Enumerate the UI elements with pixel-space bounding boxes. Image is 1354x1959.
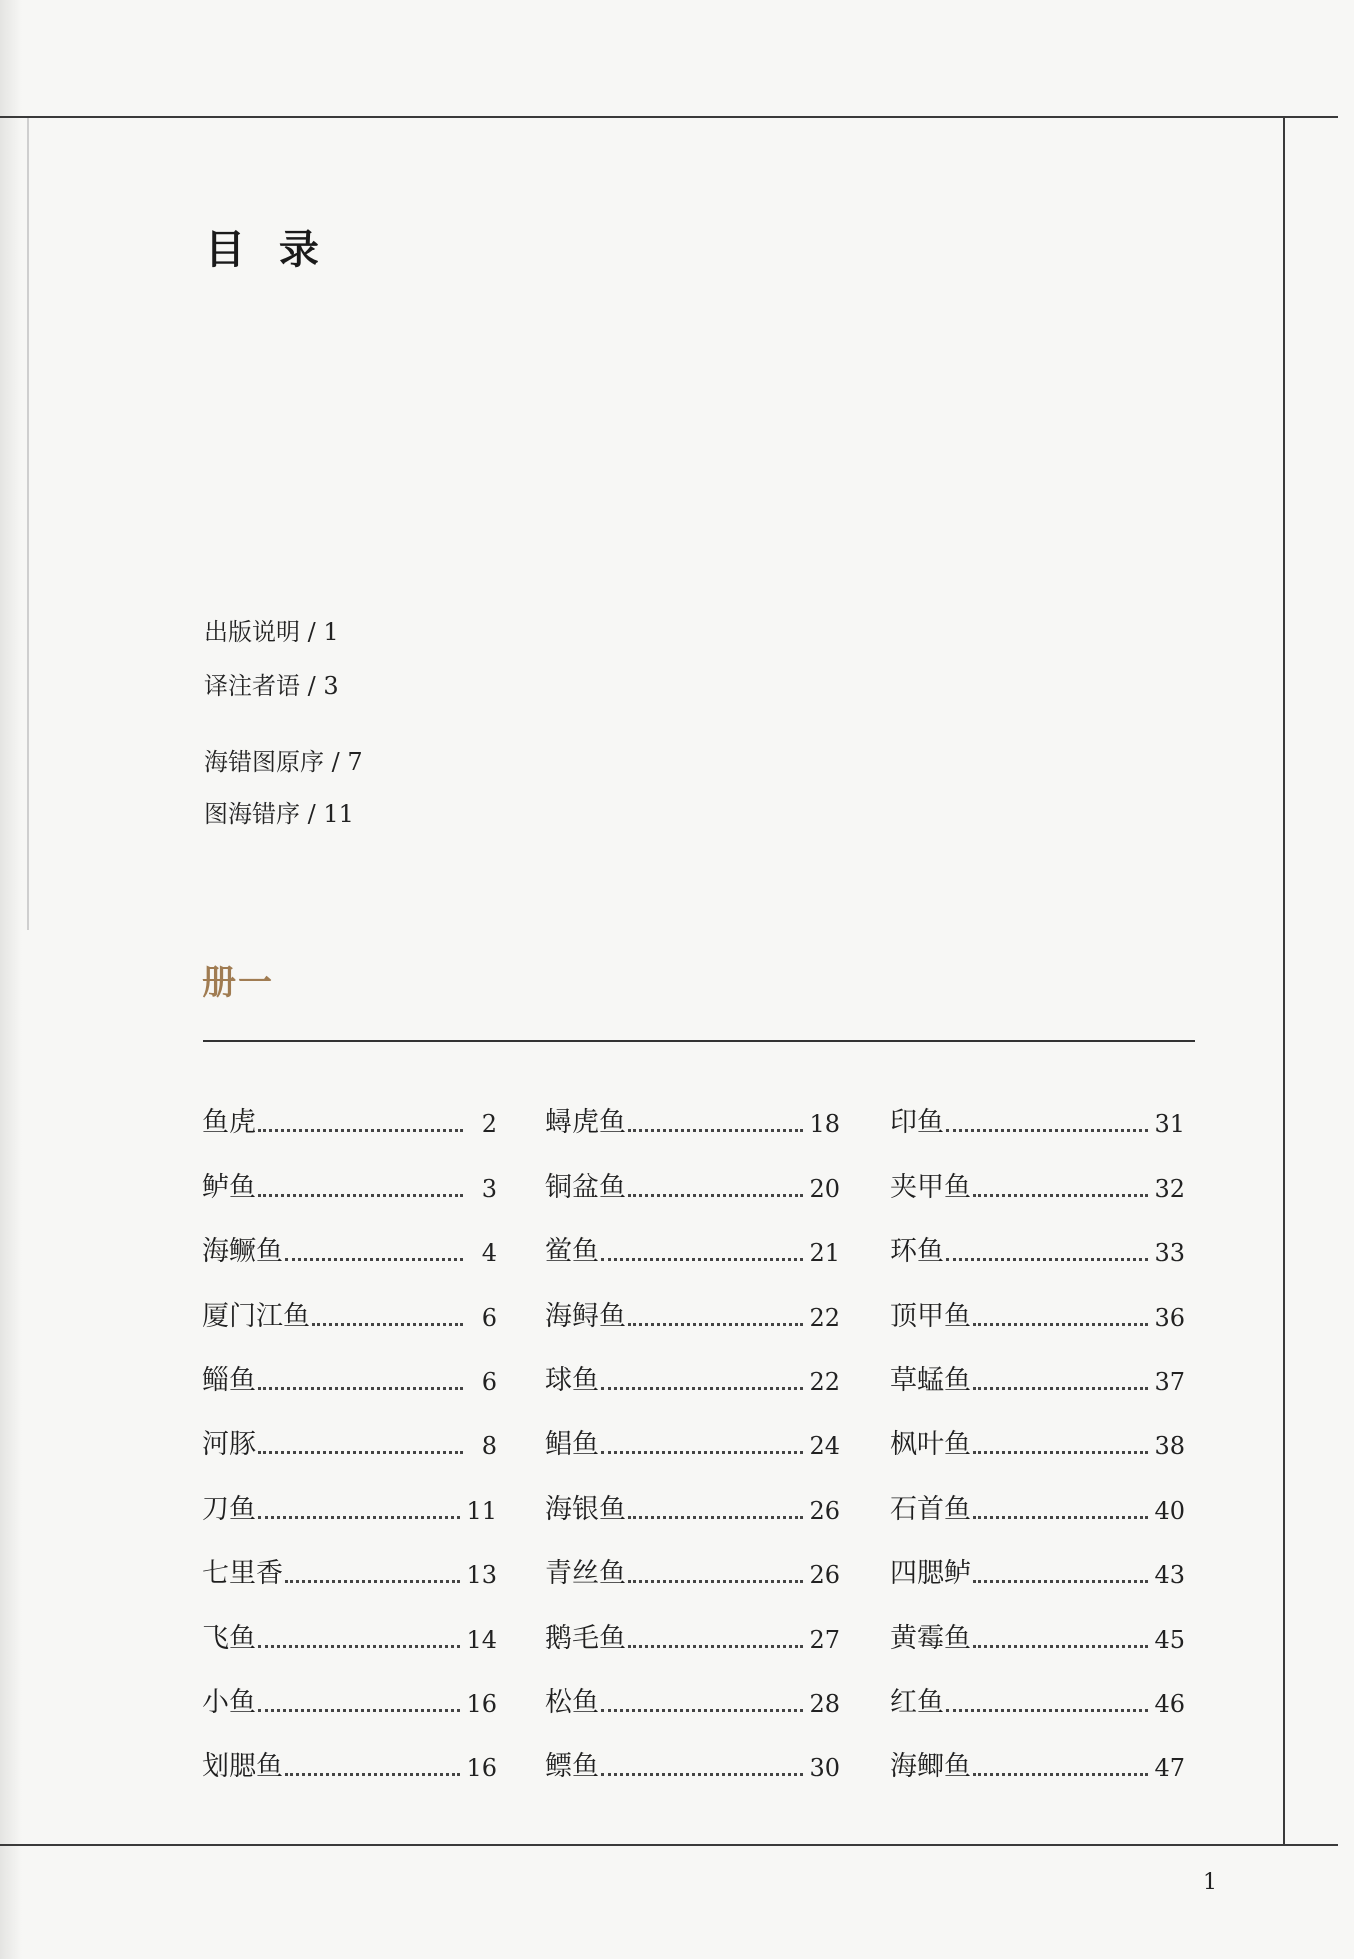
dot-leader — [946, 1685, 1148, 1712]
entry-title: 黄霉鱼 — [890, 1622, 971, 1654]
entry-title: 鱼虎 — [202, 1107, 256, 1139]
entry-page-number: 22 — [809, 1367, 840, 1396]
entry-title: 鲳鱼 — [545, 1429, 599, 1461]
entry-title: 夹甲鱼 — [890, 1171, 971, 1203]
entry-title: 鲎鱼 — [545, 1236, 599, 1268]
entry-page-number: 36 — [1154, 1303, 1185, 1332]
toc-entry[interactable] — [202, 1265, 497, 1332]
dot-leader — [601, 1749, 803, 1776]
entry-page-number: 4 — [481, 1239, 497, 1268]
entry-title: 四腮鲈 — [890, 1558, 971, 1590]
dot-leader — [258, 1363, 463, 1390]
entry-title: 厦门江鱼 — [202, 1300, 310, 1332]
toc-entry[interactable] — [202, 1330, 497, 1394]
toc-entry[interactable] — [890, 1201, 1185, 1268]
entry-title: 海鳜鱼 — [202, 1236, 283, 1268]
toc-entry[interactable] — [890, 1652, 1185, 1716]
entry-title: 河豚 — [202, 1429, 256, 1461]
entry-title: 顶甲鱼 — [890, 1300, 971, 1332]
entry-title: 刀鱼 — [202, 1493, 256, 1525]
dot-leader — [628, 1299, 803, 1326]
entry-title: 青丝鱼 — [545, 1558, 626, 1590]
entry-title: 鲈鱼 — [202, 1171, 256, 1203]
entry-page-number: 6 — [481, 1367, 497, 1396]
toc-entry[interactable] — [202, 1072, 497, 1139]
entry-page-number: 3 — [481, 1174, 497, 1203]
dot-leader — [628, 1170, 803, 1197]
top-rule — [0, 116, 1338, 118]
entry-page-number: 32 — [1154, 1174, 1185, 1203]
entry-title: 划腮鱼 — [202, 1751, 283, 1783]
entry-page-number: 37 — [1154, 1367, 1185, 1396]
dot-leader — [285, 1556, 460, 1583]
dot-leader — [973, 1621, 1148, 1648]
toc-entry[interactable] — [545, 1136, 840, 1203]
dot-leader — [628, 1621, 803, 1648]
entry-title: 海鲫鱼 — [890, 1751, 971, 1783]
toc-entry[interactable] — [202, 1652, 497, 1716]
dot-leader — [628, 1556, 803, 1583]
dot-leader — [628, 1492, 803, 1519]
entry-title: 鹅毛鱼 — [545, 1622, 626, 1654]
toc-entry[interactable] — [890, 1072, 1185, 1139]
dot-leader — [258, 1685, 460, 1712]
entry-page-number: 22 — [809, 1303, 840, 1332]
dot-leader — [258, 1170, 463, 1197]
dot-leader — [601, 1685, 803, 1712]
entry-page-number: 8 — [481, 1432, 497, 1461]
dot-leader — [973, 1363, 1148, 1390]
entry-title: 球鱼 — [545, 1364, 599, 1396]
dot-leader — [628, 1105, 803, 1132]
volume-title: 册一 — [202, 963, 274, 1003]
toc-entry[interactable] — [890, 1136, 1185, 1203]
entry-page-number: 43 — [1154, 1561, 1185, 1590]
dot-leader — [258, 1105, 463, 1132]
page-edge-shadow — [0, 0, 22, 1959]
entry-page-number: 27 — [809, 1625, 840, 1654]
front-matter-item[interactable]: 图海错序 / 11 — [204, 800, 354, 828]
toc-entry[interactable] — [202, 1394, 497, 1461]
entry-page-number: 13 — [466, 1561, 497, 1590]
toc-column-3 — [890, 1072, 1185, 1783]
bottom-rule — [0, 1844, 1338, 1846]
toc-entry[interactable] — [202, 1716, 497, 1783]
entry-page-number: 14 — [466, 1625, 497, 1654]
toc-entry[interactable] — [545, 1652, 840, 1716]
entry-title: 红鱼 — [890, 1686, 944, 1718]
toc-entry[interactable] — [545, 1394, 840, 1461]
page-number: 1 — [1203, 1870, 1217, 1895]
toc-entry[interactable] — [202, 1136, 497, 1203]
toc-entry[interactable] — [202, 1587, 497, 1654]
dot-leader — [285, 1234, 463, 1261]
dot-leader — [946, 1105, 1148, 1132]
toc-heading: 目 录 — [205, 226, 329, 273]
entry-page-number: 6 — [481, 1303, 497, 1332]
dot-leader — [601, 1427, 803, 1454]
toc-entry[interactable] — [890, 1265, 1185, 1332]
toc-entry[interactable] — [545, 1523, 840, 1590]
entry-page-number: 45 — [1154, 1625, 1185, 1654]
dot-leader — [601, 1363, 803, 1390]
dot-leader — [973, 1170, 1148, 1197]
dot-leader — [312, 1299, 463, 1326]
entry-page-number: 26 — [809, 1561, 840, 1590]
entry-page-number: 21 — [809, 1239, 840, 1268]
entry-page-number: 24 — [809, 1432, 840, 1461]
entry-title: 松鱼 — [545, 1686, 599, 1718]
dot-leader — [973, 1299, 1148, 1326]
left-faint-rule — [27, 118, 29, 930]
toc-entry[interactable] — [202, 1458, 497, 1525]
front-matter-item[interactable]: 海错图原序 / 7 — [204, 748, 363, 776]
entry-title: 七里香 — [202, 1558, 283, 1590]
dot-leader — [973, 1492, 1148, 1519]
entry-page-number: 30 — [809, 1754, 840, 1783]
toc-column-2 — [545, 1072, 840, 1783]
entry-title: 鳔鱼 — [545, 1751, 599, 1783]
entry-title: 蟳虎鱼 — [545, 1107, 626, 1139]
entry-page-number: 28 — [809, 1689, 840, 1718]
dot-leader — [285, 1749, 460, 1776]
entry-title: 小鱼 — [202, 1686, 256, 1718]
toc-entry[interactable] — [545, 1716, 840, 1783]
dot-leader — [973, 1427, 1148, 1454]
entry-page-number: 2 — [481, 1110, 497, 1139]
toc-entry[interactable] — [890, 1587, 1185, 1654]
entry-title: 石首鱼 — [890, 1493, 971, 1525]
toc-entry[interactable] — [890, 1523, 1185, 1590]
entry-title: 海鲟鱼 — [545, 1300, 626, 1332]
entry-title: 枫叶鱼 — [890, 1429, 971, 1461]
entry-page-number: 16 — [466, 1754, 497, 1783]
dot-leader — [601, 1234, 803, 1261]
entry-page-number: 16 — [466, 1689, 497, 1718]
entry-page-number: 20 — [809, 1174, 840, 1203]
toc-entry[interactable] — [545, 1265, 840, 1332]
toc-column-1 — [202, 1072, 497, 1783]
toc-entry[interactable] — [202, 1201, 497, 1268]
entry-title: 草蜢鱼 — [890, 1364, 971, 1396]
entry-page-number: 31 — [1154, 1110, 1185, 1139]
section-rule — [203, 1040, 1195, 1042]
entry-title: 铜盆鱼 — [545, 1171, 626, 1203]
toc-entry[interactable] — [890, 1330, 1185, 1394]
toc-entry[interactable] — [545, 1330, 840, 1394]
toc-entry[interactable] — [202, 1523, 497, 1590]
entry-page-number: 26 — [809, 1496, 840, 1525]
entry-page-number: 46 — [1154, 1689, 1185, 1718]
entry-page-number: 40 — [1154, 1496, 1185, 1525]
toc-entry[interactable] — [545, 1201, 840, 1268]
entry-page-number: 11 — [466, 1496, 497, 1525]
entry-title: 飞鱼 — [202, 1622, 256, 1654]
toc-entry[interactable] — [545, 1072, 840, 1139]
entry-title: 海银鱼 — [545, 1493, 626, 1525]
entry-page-number: 47 — [1154, 1754, 1185, 1783]
dot-leader — [946, 1234, 1148, 1261]
toc-entry[interactable] — [545, 1587, 840, 1654]
entry-title: 环鱼 — [890, 1236, 944, 1268]
dot-leader — [973, 1556, 1148, 1583]
right-rule — [1283, 118, 1285, 1844]
dot-leader — [973, 1749, 1148, 1776]
entry-page-number: 33 — [1154, 1239, 1185, 1268]
entry-page-number: 38 — [1154, 1432, 1185, 1461]
toc-entry[interactable] — [545, 1458, 840, 1525]
entry-title: 印鱼 — [890, 1107, 944, 1139]
dot-leader — [258, 1492, 460, 1519]
toc-entry[interactable] — [890, 1458, 1185, 1525]
toc-entry[interactable] — [890, 1716, 1185, 1783]
entry-page-number: 18 — [809, 1110, 840, 1139]
dot-leader — [258, 1621, 460, 1648]
front-matter-item[interactable]: 出版说明 / 1 — [204, 618, 339, 646]
dot-leader — [258, 1427, 463, 1454]
front-matter-item[interactable]: 译注者语 / 3 — [204, 672, 339, 700]
entry-title: 鲻鱼 — [202, 1364, 256, 1396]
toc-entry[interactable] — [890, 1394, 1185, 1461]
